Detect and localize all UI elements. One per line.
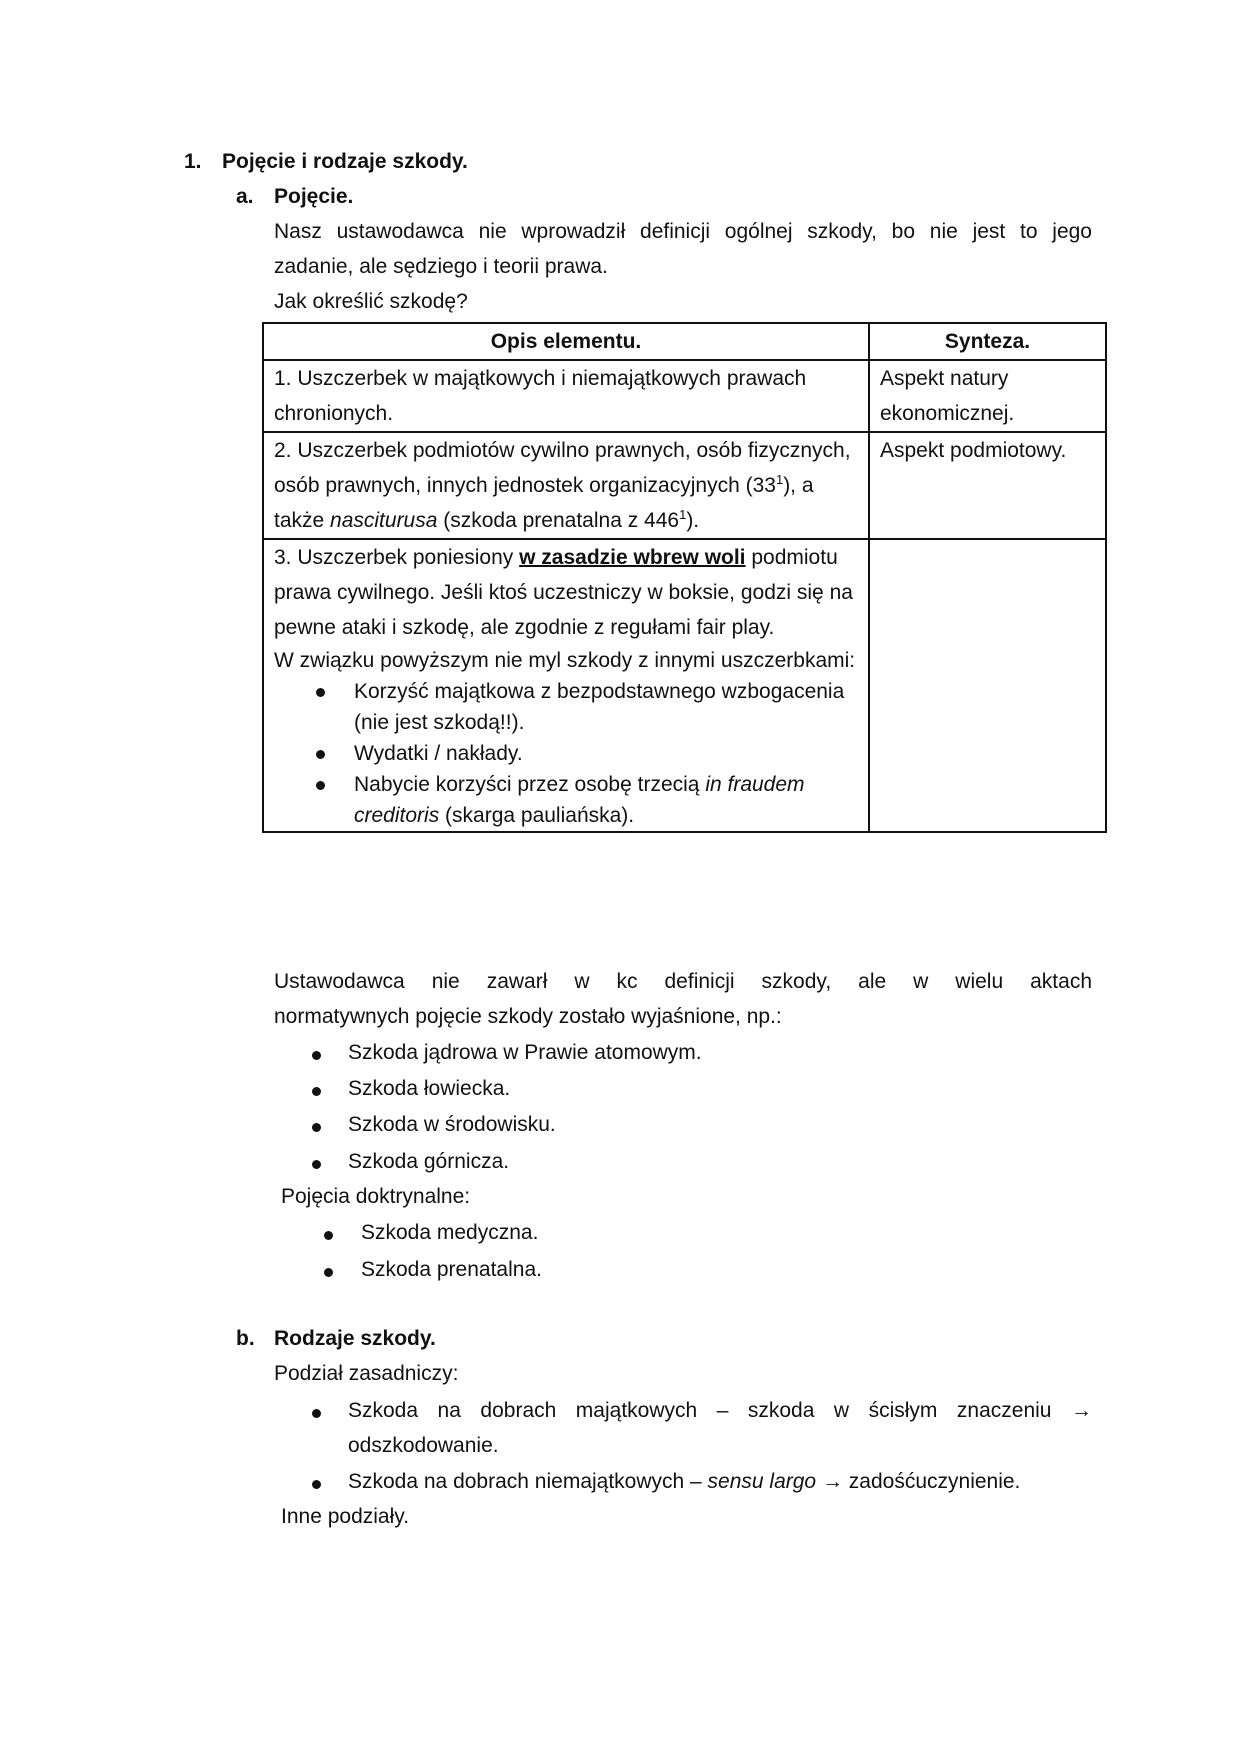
subsection-b-title: Rodzaje szkody. — [274, 1327, 436, 1350]
table-row — [263, 360, 1106, 432]
list-item: Szkoda łowiecka. — [348, 1077, 511, 1100]
table-row — [263, 539, 1106, 832]
paragraph-1-line-2: zadanie, ale sędziego i teorii prawa. — [274, 255, 608, 278]
table-cell-description — [263, 539, 869, 832]
table-cell-description: 1. Uszczerbek w majątkowych i niemajątkowych prawach chronionych. — [263, 360, 869, 432]
superscript: 1 — [775, 472, 784, 487]
list-item-text: Nabycie korzyści przez osobę trzecią — [354, 773, 706, 796]
other-divisions-label: Inne podziały. — [281, 1505, 410, 1528]
list-item-text: Wydatki / nakłady. — [354, 742, 523, 765]
list-item-italic: sensu largo — [707, 1470, 817, 1493]
list-item-text: Szkoda na dobrach niemajątkowych – — [348, 1470, 708, 1493]
section-number: 1. — [184, 150, 202, 173]
paragraph-1-line-1: Nasz ustawodawca nie wprowadził definicji ogólnej szkody, bo nie jest to jego — [274, 220, 1092, 243]
bullet-icon — [312, 1409, 321, 1418]
list-item-text: Korzyść majątkowa z bezpodstawnego wzbogacenia (nie jest szkodą!!). — [354, 680, 845, 734]
list-item-continuation: odszkodowanie. — [348, 1434, 499, 1457]
table-cell-synthesis: Aspekt natury ekonomicznej. — [869, 360, 1106, 432]
table-row — [263, 432, 1106, 539]
list-item: Szkoda w środowisku. — [348, 1113, 556, 1136]
list-item — [348, 1470, 1020, 1494]
table-cell-synthesis — [869, 539, 1106, 832]
bullet-icon — [316, 688, 325, 697]
list-item-text: (skarga pauliańska). — [439, 804, 635, 827]
section-title: Pojęcie i rodzaje szkody. — [222, 150, 468, 173]
subsection-b-letter: b. — [236, 1327, 255, 1350]
list-item — [274, 738, 858, 769]
superscript: 1 — [679, 507, 687, 522]
cell-text: (szkoda prenatalna z 446 — [437, 509, 680, 532]
cell-emphasis: w zasadzie wbrew woli — [519, 546, 746, 569]
table-header-row — [263, 323, 1106, 360]
cell-text: podmiotu prawa cywilnego. Jeśli ktoś uczestniczy w boksie, godzi się na pewne ataki i szkodę, ale zgodnie z regułami fair play. — [274, 546, 853, 639]
subsection-a-title: Pojęcie. — [274, 185, 354, 208]
section-heading — [184, 150, 468, 174]
list-item-text: → zadośćuczynienie. — [816, 1470, 1021, 1493]
cell-italic-text: nasciturusa — [330, 509, 438, 532]
bullet-icon — [316, 750, 325, 759]
list-item — [274, 769, 858, 831]
bullet-icon — [312, 1087, 321, 1096]
cell-bullet-list — [274, 676, 858, 831]
list-item: Szkoda prenatalna. — [361, 1258, 542, 1281]
list-item — [274, 676, 858, 738]
list-item: Szkoda górnicza. — [348, 1150, 510, 1173]
subsection-a-letter: a. — [236, 185, 254, 208]
bullet-icon — [324, 1231, 333, 1240]
definition-table — [262, 322, 1107, 833]
list-item-italic: in fraudem creditoris — [354, 773, 805, 827]
list-item: Szkoda jądrowa w Prawie atomowym. — [348, 1041, 702, 1064]
question-text: Jak określić szkodę? — [274, 290, 468, 313]
cell-paragraph: W związku powyższym nie myl szkody z innymi uszczerbkami: — [274, 649, 856, 672]
division-label: Podział zasadniczy: — [274, 1362, 459, 1385]
cell-text: 2. Uszczerbek podmiotów cywilno prawnych, osób fizycznych, osób prawnych, innych jednostek organizacyjnych (33 — [274, 439, 851, 497]
cell-text: 3. Uszczerbek poniesiony — [274, 546, 520, 569]
subsection-a-heading — [236, 185, 353, 209]
table-header-description: Opis elementu. — [263, 323, 869, 360]
cell-text: ), a także — [274, 474, 814, 532]
bullet-icon — [316, 781, 325, 790]
bullet-icon — [312, 1123, 321, 1132]
doctrinal-label: Pojęcia doktrynalne: — [281, 1185, 471, 1208]
cell-text: ). — [686, 509, 700, 532]
bullet-icon — [312, 1051, 321, 1060]
paragraph-2-line-2: normatywnych pojęcie szkody zostało wyjaśnione, np.: — [274, 1005, 782, 1028]
subsection-b-heading — [236, 1327, 436, 1351]
list-item: Szkoda medyczna. — [361, 1221, 539, 1244]
table-header-synthesis: Synteza. — [869, 323, 1106, 360]
bullet-icon — [312, 1480, 321, 1489]
table-cell-description — [263, 432, 869, 539]
table-cell-synthesis: Aspekt podmiotowy. — [869, 432, 1106, 539]
list-item: Szkoda na dobrach majątkowych – szkoda w ścisłym znaczeniu → — [348, 1399, 1092, 1422]
bullet-icon — [324, 1268, 333, 1277]
bullet-icon — [312, 1160, 321, 1169]
paragraph-2-line-1: Ustawodawca nie zawarł w kc definicji szkody, ale w wielu aktach — [274, 970, 1092, 993]
cell-paragraph — [274, 540, 858, 645]
